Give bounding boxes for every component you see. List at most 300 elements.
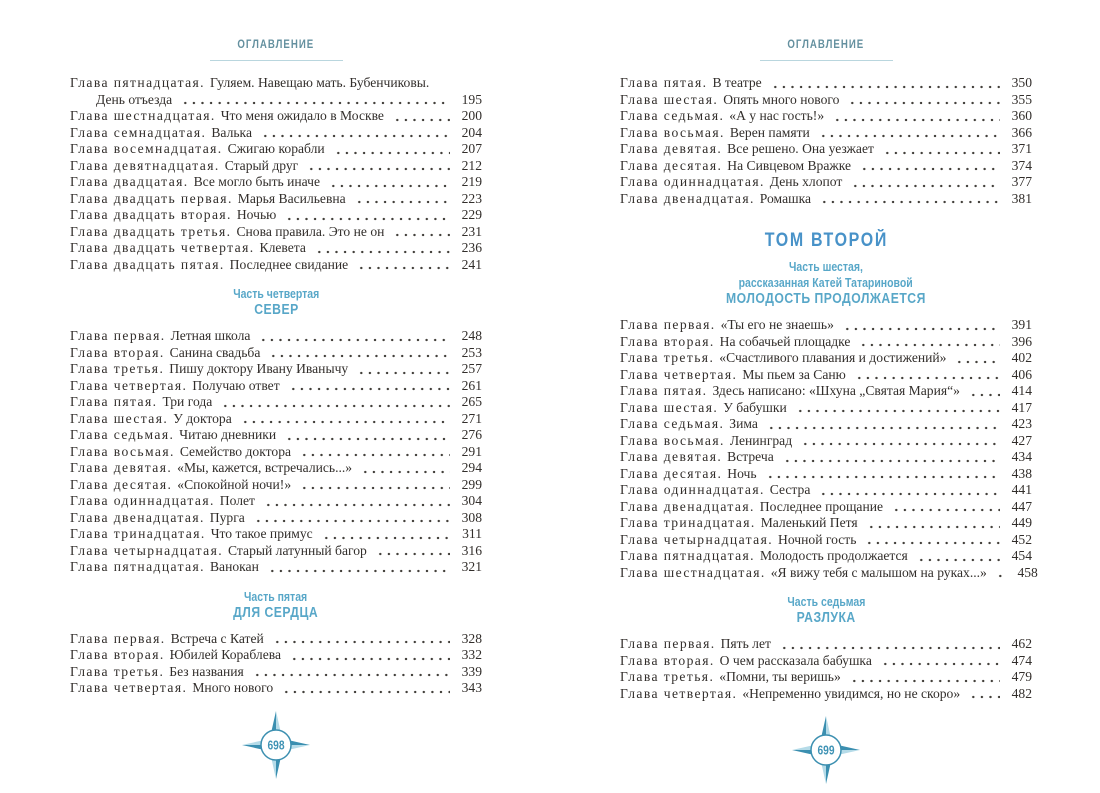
dot-leader xyxy=(262,493,450,510)
part-subtitle: Часть шестая, xyxy=(789,260,863,274)
chapter-entry xyxy=(620,350,1032,367)
chapter-label: Глава седьмая. xyxy=(620,108,725,123)
chapter-entry xyxy=(70,493,482,510)
chapter-page: 294 xyxy=(461,460,482,475)
chapter-title: Ленинград xyxy=(729,432,793,448)
chapter-entry xyxy=(620,158,1032,175)
chapter-title: «Мы, кажется, встречались...» xyxy=(177,460,353,475)
chapter-title: Марья Васильевна xyxy=(237,190,346,206)
part-heading xyxy=(620,594,1032,627)
chapter-entry-text xyxy=(70,427,276,444)
dot-leader xyxy=(865,515,1000,532)
chapter-page: 219 xyxy=(461,174,482,189)
chapter-label: Глава седьмая. xyxy=(70,427,175,442)
chapter-entry xyxy=(70,378,482,395)
chapter-entry-text xyxy=(70,543,367,560)
compass-rose-icon xyxy=(788,712,864,788)
chapter-entry-text xyxy=(70,460,352,477)
chapter-entry xyxy=(70,108,482,125)
chapter-page: 257 xyxy=(461,361,482,376)
chapter-label: Глава четвертая. xyxy=(70,680,188,695)
dot-leader xyxy=(266,559,450,576)
part-heading xyxy=(70,286,482,319)
chapter-title: Снова правила. Это не он xyxy=(236,223,385,239)
chapter-label: Глава четырнадцатая. xyxy=(620,531,774,547)
chapter-entry-text xyxy=(620,191,811,208)
chapter-title: Пять лет xyxy=(720,636,771,651)
chapter-entry-text xyxy=(620,636,771,653)
chapter-page: 371 xyxy=(1011,141,1032,156)
chapter-entry-text xyxy=(70,378,280,395)
chapter-page: 223 xyxy=(461,190,482,206)
chapter-page: 350 xyxy=(1011,75,1032,90)
chapter-title: Верен памяти xyxy=(729,124,810,140)
chapter-page: 316 xyxy=(461,542,482,558)
chapter-entry xyxy=(70,444,482,461)
chapter-page: 236 xyxy=(461,240,482,255)
chapter-entry-text xyxy=(70,477,291,494)
chapter-title: Встреча с Катей xyxy=(170,630,264,646)
chapter-title: Маленький Петя xyxy=(760,515,858,530)
dot-leader xyxy=(179,92,450,109)
chapter-entry-text xyxy=(620,125,810,142)
dot-leader xyxy=(817,125,1000,142)
chapter-title: Ночью xyxy=(236,207,277,222)
dot-leader xyxy=(239,411,450,428)
chapter-entry-text xyxy=(620,532,856,549)
chapter-entry-text xyxy=(620,686,960,703)
chapter-entry-text xyxy=(620,669,841,686)
chapter-entry xyxy=(70,477,482,494)
header-rule xyxy=(210,60,343,61)
chapter-list xyxy=(70,75,482,273)
chapter-label: Глава шестнадцатая. xyxy=(70,108,216,123)
chapter-title: Получаю ответ xyxy=(192,377,280,393)
chapter-entry xyxy=(70,460,482,477)
chapter-label: Глава четвертая. xyxy=(620,366,738,382)
chapter-page: 195 xyxy=(461,91,482,107)
chapter-title: Сжигаю корабли xyxy=(227,141,325,156)
chapter-entry-text xyxy=(70,647,281,664)
chapter-page: 360 xyxy=(1011,108,1032,123)
compass-rose-icon xyxy=(238,707,314,783)
chapter-label: Глава девятая. xyxy=(620,449,723,464)
chapter-page: 291 xyxy=(461,443,482,459)
dot-leader xyxy=(818,191,1000,208)
chapter-entry-continuation xyxy=(70,92,482,109)
chapter-entry-text xyxy=(620,158,851,175)
chapter-entry xyxy=(620,669,1032,686)
dot-leader xyxy=(298,444,450,461)
chapter-label: Глава пятая. xyxy=(620,383,708,398)
chapter-page: 458 xyxy=(1017,564,1038,580)
chapter-label: Глава первая. xyxy=(620,636,716,651)
chapter-entry-text xyxy=(70,75,429,92)
dot-leader xyxy=(778,636,1000,653)
chapter-title: «Непременно увидимся, но не скоро» xyxy=(742,685,961,701)
dot-leader xyxy=(853,367,1000,384)
chapter-title: О чем рассказала бабушка xyxy=(719,652,872,668)
chapter-page: 414 xyxy=(1011,383,1032,398)
chapter-entry xyxy=(620,125,1032,142)
chapter-page: 366 xyxy=(1011,124,1032,140)
dot-leader xyxy=(283,427,450,444)
chapter-entry xyxy=(620,466,1032,483)
dot-leader xyxy=(848,669,1000,686)
chapter-label: Глава двенадцатая. xyxy=(620,498,755,514)
chapter-title: Гуляем. Навещаю мать. Бубенчиковы. xyxy=(209,75,430,90)
chapter-entry-text xyxy=(620,548,908,565)
chapter-entry xyxy=(70,647,482,664)
chapter-title: День хлопот xyxy=(769,174,843,189)
chapter-title: У доктора xyxy=(173,410,232,426)
chapter-entry xyxy=(620,416,1032,433)
part-subtitle: рассказанная Катей Татариновой xyxy=(738,276,914,290)
part-title: МОЛОДОСТЬ ПРОДОЛЖАЕТСЯ xyxy=(726,291,926,307)
chapter-label: Глава вторая. xyxy=(70,647,165,662)
chapter-entry xyxy=(620,564,1038,582)
chapter-page: 231 xyxy=(461,223,482,239)
chapter-entry-text xyxy=(70,526,313,543)
chapter-label: Глава девятнадцатая. xyxy=(70,157,220,173)
chapter-title: У бабушки xyxy=(723,399,787,415)
chapter-entry-text xyxy=(620,653,872,670)
chapter-page: 438 xyxy=(1011,465,1032,481)
chapter-title: Что такое примус xyxy=(210,526,313,541)
chapter-entry xyxy=(70,631,482,648)
dot-leader xyxy=(280,680,450,697)
chapter-entry-text xyxy=(620,400,787,417)
chapter-entry xyxy=(70,510,482,527)
chapter-title: Что меня ожидало в Москве xyxy=(220,108,384,123)
toc-page-left xyxy=(70,38,482,788)
chapter-title: Валька xyxy=(211,124,252,140)
chapter-title: Зима xyxy=(729,416,758,431)
folio-ornament xyxy=(620,712,1032,793)
chapter-page: 328 xyxy=(461,630,482,646)
chapter-entry xyxy=(620,334,1032,351)
chapter-label: Глава двадцать четвертая. xyxy=(70,240,255,255)
chapter-entry-text xyxy=(70,240,306,257)
chapter-page: 402 xyxy=(1011,350,1032,365)
chapter-page: 343 xyxy=(461,680,482,695)
chapter-title: «Я вижу тебя с малышом на руках...» xyxy=(770,564,987,580)
dot-leader xyxy=(359,460,450,477)
chapter-label: Глава третья. xyxy=(620,350,715,365)
part-subtitle: Часть седьмая xyxy=(787,595,865,609)
chapter-page: 261 xyxy=(461,377,482,393)
volume-heading: ТОМ ВТОРОЙ xyxy=(764,230,888,251)
chapter-label: Глава десятая. xyxy=(620,157,723,173)
chapter-title: Полет xyxy=(219,493,255,508)
chapter-entry xyxy=(620,686,1032,703)
chapter-title: Пишу доктору Ивану Иванычу xyxy=(169,361,349,376)
chapter-title: «А у нас гость!» xyxy=(729,108,825,123)
dot-leader xyxy=(374,543,450,560)
chapter-entry-text xyxy=(70,125,252,142)
chapter-entry-text xyxy=(70,345,260,362)
chapter-page: 391 xyxy=(1011,317,1032,332)
chapter-entry-text xyxy=(620,75,762,92)
chapter-title: Пурга xyxy=(209,509,245,525)
chapter-page: 204 xyxy=(461,124,482,140)
chapter-entry xyxy=(70,158,482,175)
chapter-entry xyxy=(70,543,482,560)
chapter-entry-text xyxy=(70,394,212,411)
chapter-entry-text xyxy=(70,158,298,175)
chapter-entry xyxy=(620,383,1032,400)
chapter-entry-text xyxy=(70,493,255,510)
part-subtitle: Часть пятая xyxy=(244,589,308,604)
chapter-label: Глава одиннадцатая. xyxy=(70,493,215,508)
chapter-page: 454 xyxy=(1011,548,1032,563)
chapter-label: Глава первая. xyxy=(620,317,716,332)
chapter-entry xyxy=(620,653,1032,670)
chapter-title: Клевета xyxy=(259,240,306,255)
chapter-label: Глава пятнадцатая. xyxy=(70,559,205,574)
chapter-entry-text xyxy=(620,449,774,466)
chapter-label: Глава восьмая. xyxy=(620,432,725,448)
chapter-label: Глава двадцать третья. xyxy=(70,223,232,239)
chapter-page: 482 xyxy=(1011,685,1032,701)
dot-leader xyxy=(831,108,1000,125)
dot-leader xyxy=(355,361,450,378)
chapter-page: 200 xyxy=(461,108,482,123)
dot-leader xyxy=(890,499,1000,516)
chapter-entry-text xyxy=(70,361,348,378)
chapter-title: Семейство доктора xyxy=(179,443,292,459)
chapter-title: Последнее свидание xyxy=(229,256,349,272)
chapter-entry xyxy=(620,108,1032,125)
chapter-page: 377 xyxy=(1011,174,1032,189)
chapter-entry xyxy=(620,191,1032,208)
chapter-page: 423 xyxy=(1011,416,1032,431)
chapter-page: 406 xyxy=(1011,366,1032,382)
chapter-title: Старый друг xyxy=(224,157,299,173)
chapter-page: 474 xyxy=(1011,652,1032,668)
dot-leader xyxy=(863,532,1000,549)
chapter-label: Глава семнадцатая. xyxy=(70,124,207,140)
chapter-entry xyxy=(70,207,482,224)
chapter-entry-text xyxy=(70,631,264,648)
chapter-label: Глава вторая. xyxy=(70,344,165,360)
chapter-title: Здесь написано: «Шхуна „Святая Мария“» xyxy=(712,383,960,398)
chapter-entry xyxy=(70,141,482,158)
toc-header-label: ОГЛАВЛЕНИЕ xyxy=(237,39,315,51)
chapter-entry xyxy=(70,427,482,444)
chapter-page: 441 xyxy=(1011,482,1032,497)
chapter-page: 332 xyxy=(461,647,482,662)
chapter-page: 417 xyxy=(1011,399,1032,415)
toc-content xyxy=(620,75,1038,702)
chapter-entry-text xyxy=(70,664,244,681)
chapter-label: Глава седьмая. xyxy=(620,416,725,431)
chapter-label: Глава шестая. xyxy=(620,91,719,107)
chapter-page: 339 xyxy=(461,663,482,679)
chapter-page: 449 xyxy=(1011,515,1032,530)
chapter-entry xyxy=(70,664,482,681)
toc-header xyxy=(620,38,1032,52)
chapter-page: 241 xyxy=(461,256,482,272)
dot-leader xyxy=(817,482,1000,499)
chapter-entry xyxy=(70,224,482,241)
chapter-label: Глава пятнадцатая. xyxy=(620,548,755,563)
chapter-entry xyxy=(620,141,1032,158)
chapter-entry xyxy=(620,317,1032,334)
dot-leader xyxy=(391,224,450,241)
dot-leader xyxy=(764,466,1000,483)
chapter-entry xyxy=(620,75,1032,92)
chapter-label: Глава восьмая. xyxy=(70,443,175,459)
chapter-entry-text xyxy=(620,174,842,191)
chapter-label: Глава двадцать первая. xyxy=(70,190,233,206)
part-subtitle: Часть четвертая xyxy=(232,287,320,301)
chapter-title: Много нового xyxy=(192,680,274,695)
chapter-label: Глава девятая. xyxy=(70,460,173,475)
chapter-label: Глава четвертая. xyxy=(70,377,188,393)
part-heading xyxy=(620,259,1032,308)
dot-leader xyxy=(769,75,1000,92)
chapter-label: Глава четвертая. xyxy=(620,685,738,701)
chapter-entry xyxy=(620,400,1032,417)
chapter-entry xyxy=(620,532,1032,549)
chapter-entry xyxy=(70,680,482,697)
chapter-entry xyxy=(70,75,482,92)
chapter-page: 304 xyxy=(461,493,482,508)
dot-leader xyxy=(967,383,1000,400)
dot-leader xyxy=(259,125,450,142)
chapter-entry-text xyxy=(620,350,946,367)
chapter-page: 427 xyxy=(1011,432,1032,448)
chapter-entry-text xyxy=(70,174,320,191)
chapter-page: 212 xyxy=(461,157,482,173)
chapter-title: Молодость продолжается xyxy=(759,548,908,563)
chapter-label: Глава первая. xyxy=(70,328,166,343)
chapter-entry-text xyxy=(70,207,276,224)
part-title: ДЛЯ СЕРДЦА xyxy=(233,604,319,621)
chapter-title: Ванокан xyxy=(209,559,259,574)
dot-leader xyxy=(257,328,450,345)
chapter-page: 271 xyxy=(461,410,482,426)
chapter-title: Старый латунный багор xyxy=(228,542,367,558)
dot-leader xyxy=(313,240,450,257)
chapter-entry-text xyxy=(620,565,987,582)
chapter-entry xyxy=(70,174,482,191)
chapter-title: Мы пьем за Саню xyxy=(742,366,846,382)
dot-leader xyxy=(765,416,1000,433)
chapter-label: Глава тринадцатая. xyxy=(620,515,756,530)
chapter-label: Глава шестнадцатая. xyxy=(620,564,766,580)
chapter-entry xyxy=(620,174,1032,191)
dot-leader xyxy=(327,174,450,191)
chapter-page: 355 xyxy=(1011,91,1032,107)
chapter-label: Глава четырнадцатая. xyxy=(70,542,224,558)
dot-leader xyxy=(849,174,1000,191)
chapter-entry xyxy=(70,328,482,345)
part-heading xyxy=(70,589,482,622)
chapter-entry-text xyxy=(620,416,758,433)
toc-header xyxy=(70,38,482,52)
chapter-title: Все решено. Она уезжает xyxy=(727,141,874,156)
chapter-list xyxy=(70,328,482,576)
dot-leader xyxy=(879,653,1000,670)
chapter-entry-text xyxy=(70,411,232,428)
chapter-page: 253 xyxy=(461,344,482,360)
chapter-label: Глава девятая. xyxy=(620,141,723,156)
dot-leader xyxy=(305,158,450,175)
chapter-entry xyxy=(70,257,482,274)
folio-ornament xyxy=(70,707,482,788)
chapter-page: 381 xyxy=(1011,190,1032,206)
chapter-entry-text xyxy=(70,680,273,697)
chapter-list xyxy=(70,631,482,697)
dot-leader xyxy=(858,158,1000,175)
chapter-title: День отъезда xyxy=(96,91,173,107)
chapter-page: 447 xyxy=(1011,498,1032,514)
chapter-entry xyxy=(70,125,482,142)
dot-leader xyxy=(967,686,1000,703)
chapter-title: Ночь xyxy=(727,465,757,481)
chapter-title: На Сивцевом Вражке xyxy=(727,157,852,173)
page-number: 698 xyxy=(267,739,285,753)
chapter-entry-text xyxy=(620,433,792,450)
chapter-label: Глава двенадцатая. xyxy=(620,190,755,206)
dot-leader xyxy=(320,526,450,543)
chapter-label: Глава двадцать пятая. xyxy=(70,256,225,272)
chapter-entry-text xyxy=(70,559,259,576)
chapter-title: «Спокойной ночи!» xyxy=(177,476,292,492)
chapter-title: «Помни, ты веришь» xyxy=(719,669,841,684)
chapter-entry-text xyxy=(70,141,325,158)
chapter-label: Глава пятнадцатая. xyxy=(70,75,205,90)
dot-leader xyxy=(781,449,1000,466)
chapter-entry xyxy=(620,449,1032,466)
chapter-entry xyxy=(620,636,1032,653)
chapter-entry-text xyxy=(620,482,810,499)
chapter-page: 248 xyxy=(461,328,482,343)
chapter-entry-text xyxy=(70,328,250,345)
chapter-entry-text xyxy=(620,383,960,400)
chapter-page: 452 xyxy=(1011,531,1032,547)
toc-page-right xyxy=(620,38,1038,793)
chapter-entry-text xyxy=(70,510,245,527)
chapter-label: Глава пятая. xyxy=(70,394,158,409)
chapter-title: Ромашка xyxy=(759,190,811,206)
chapter-page: 229 xyxy=(461,207,482,222)
part-title: СЕВЕР xyxy=(253,302,299,318)
chapter-page: 462 xyxy=(1011,636,1032,651)
dot-leader xyxy=(252,510,450,527)
dot-leader xyxy=(271,631,450,648)
chapter-page: 265 xyxy=(461,394,482,409)
chapter-title: Опять много нового xyxy=(723,91,840,107)
chapter-entry xyxy=(70,361,482,378)
dot-leader xyxy=(267,345,450,362)
chapter-entry xyxy=(70,559,482,576)
page-number: 699 xyxy=(817,744,835,758)
chapter-label: Глава шестая. xyxy=(620,399,719,415)
chapter-page: 479 xyxy=(1011,669,1032,684)
chapter-title: На собачьей площадке xyxy=(719,333,851,349)
chapter-page: 276 xyxy=(461,427,482,442)
chapter-title: Все могло быть иначе xyxy=(193,174,321,189)
toc-content xyxy=(70,75,482,697)
chapter-entry-text xyxy=(70,257,348,274)
chapter-entry-text xyxy=(620,367,846,384)
dot-leader xyxy=(794,400,1000,417)
chapter-page: 299 xyxy=(461,476,482,492)
chapter-label: Глава вторая. xyxy=(620,652,715,668)
